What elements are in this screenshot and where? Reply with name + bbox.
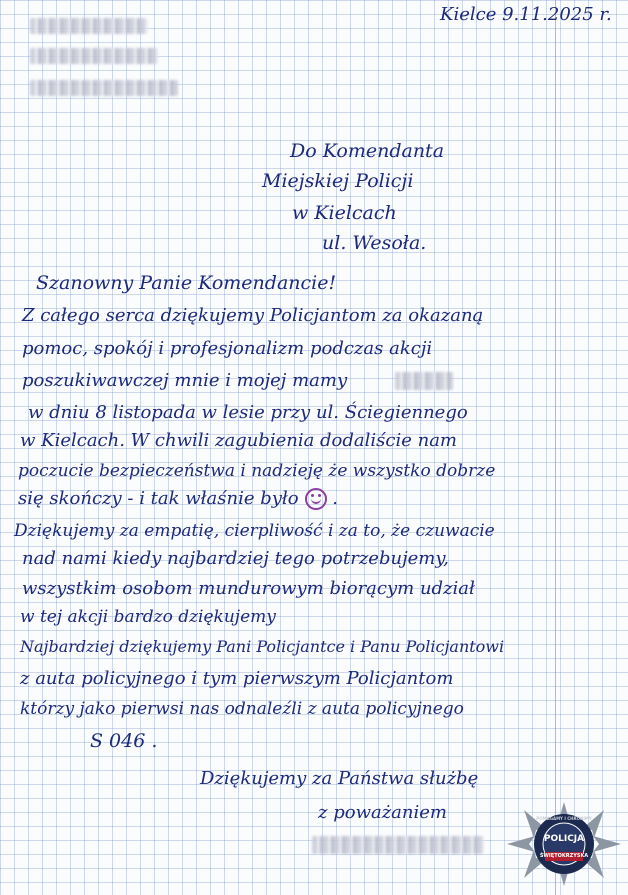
smiley-icon <box>305 488 327 510</box>
body-line-6: poczucie bezpieczeństwa i nadzieję że wszystko dobrze <box>18 461 496 481</box>
police-badge <box>505 800 623 888</box>
recipient-line-1: Do Komendanta <box>290 140 445 162</box>
period-mark: . <box>326 488 339 509</box>
body-line-3: poszukiwawczej mnie i mojej mamy <box>22 370 348 391</box>
body-line-10: wszystkim osobom mundurowym biorącym udział <box>22 578 475 599</box>
closing-line-1: Dziękujemy za Państwa służbę <box>200 768 479 789</box>
body-line-9: nad nami kiedy najbardziej tego potrzebujemy, <box>22 548 449 569</box>
body-line-5: w Kielcach. W chwili zagubienia dodaliście nam <box>20 430 458 451</box>
body-line-8: Dziękujemy za empatię, cierpliwość i za to, że czuwacie <box>14 521 495 541</box>
body-line-1: Z całego serca dziękujemy Policjantom za okazaną <box>22 305 484 326</box>
page-margin-line <box>555 0 556 895</box>
body-line-13: z auta policyjnego i tym pierwszym Policjantom <box>20 668 454 689</box>
recipient-line-2: Miejskiej Policji <box>262 170 414 192</box>
body-line-15: S 046 . <box>90 730 158 752</box>
redacted-sender-line-2 <box>30 48 158 64</box>
redacted-name <box>395 372 453 390</box>
badge-region: ŚWIĘTOKRZYSKA <box>539 853 589 859</box>
recipient-line-4: ul. Wesoła. <box>322 232 427 254</box>
body-line-7-wrapper <box>18 488 338 510</box>
badge-ring-text: POMAGAMY I CHRONIMY <box>536 816 592 821</box>
redacted-sender-line-3 <box>30 80 178 96</box>
body-line-14: którzy jako pierwsi nas odnaleźli z auta policyjnego <box>20 699 464 719</box>
letter-date: Kielce 9.11.2025 r. <box>440 4 612 25</box>
redacted-signature <box>312 836 484 854</box>
body-line-12: Najbardziej dziękujemy Pani Policjantce i Panu Policjantowi <box>20 637 505 656</box>
body-line-11: w tej akcji bardzo dziękujemy <box>20 607 276 627</box>
badge-label: POLICJA <box>543 834 585 844</box>
body-line-4: w dniu 8 listopada w lesie przy ul. Ściegiennego <box>28 402 468 423</box>
badge-star-icon <box>505 800 623 888</box>
body-line-7: się skończy - i tak właśnie było <box>18 488 299 509</box>
body-line-2: pomoc, spokój i profesjonalizm podczas akcji <box>22 338 433 359</box>
recipient-line-3: w Kielcach <box>292 202 397 224</box>
salutation: Szanowny Panie Komendancie! <box>36 272 337 294</box>
closing-line-2: z poważaniem <box>318 802 447 823</box>
redacted-sender-line-1 <box>30 18 148 34</box>
